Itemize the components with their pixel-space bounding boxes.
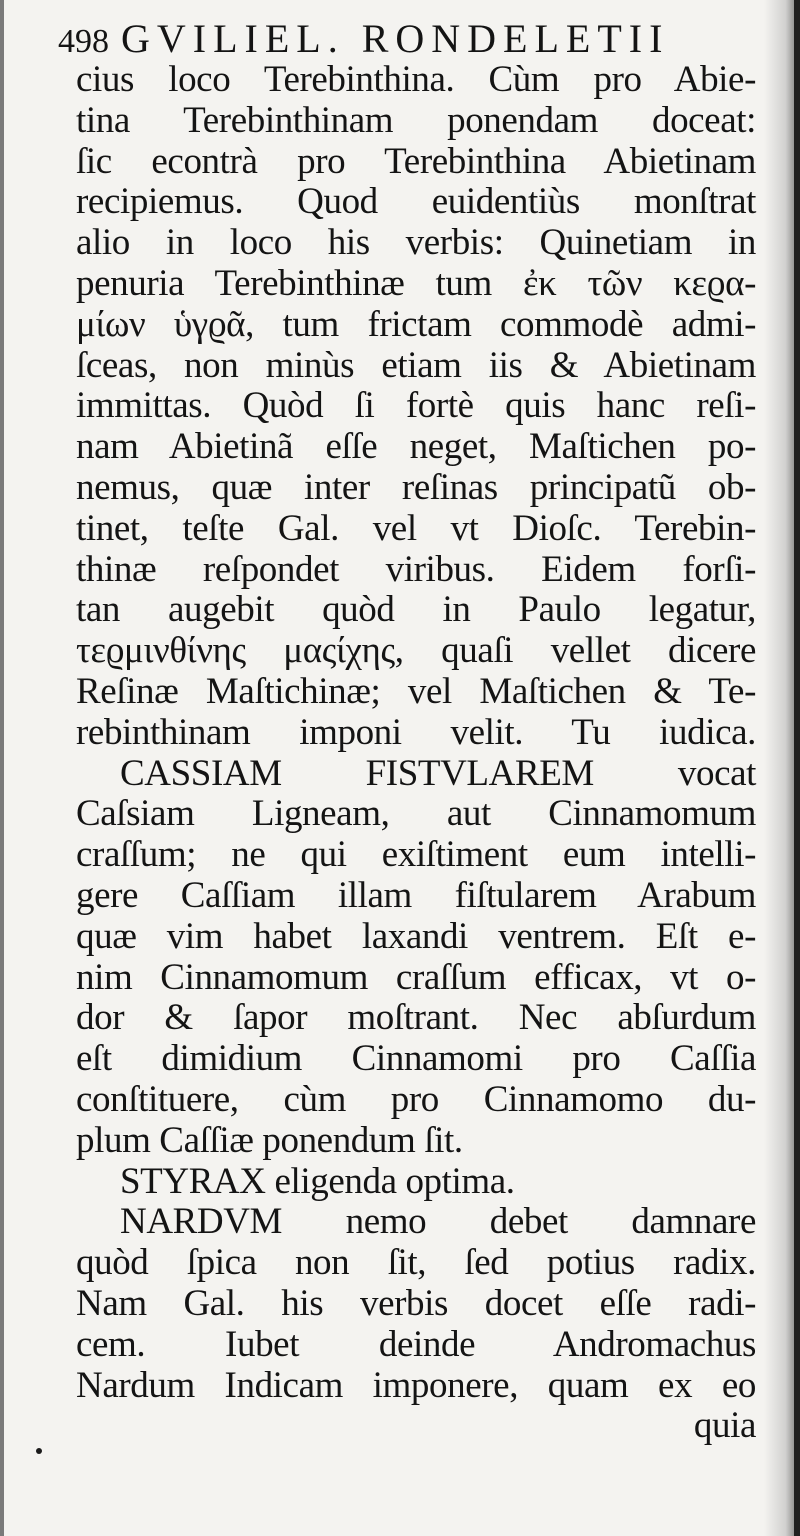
text-line: μίων ὑγϱᾶ, tum frictam commodè admi- bbox=[76, 303, 756, 345]
text-line: Nardum Indicam imponere, quam ex eo bbox=[76, 1364, 756, 1406]
text-line: Caſsiam Ligneam, aut Cinnamomum bbox=[76, 793, 756, 835]
page-left-edge bbox=[0, 0, 4, 1536]
text-line: tinet, teſte Gal. vel vt Dioſc. Terebin- bbox=[76, 507, 756, 549]
text-line: nemus, quæ inter reſinas principatũ ob- bbox=[76, 466, 756, 508]
text-line: penuria Terebinthinæ tum ἐκ τῶν κεϱα- bbox=[76, 262, 756, 304]
text-line: dor & ſapor moſtrant. Nec abſurdum bbox=[76, 997, 756, 1039]
section-heading-line: NARDVM nemo debet damnare bbox=[120, 1201, 756, 1243]
text-line: nim Cinnamomum craſſum efficax, vt o- bbox=[76, 956, 756, 998]
catchword: quia bbox=[693, 1405, 756, 1447]
page-number: 498 bbox=[58, 23, 109, 60]
ink-speck bbox=[36, 1448, 42, 1454]
text-line: plum Caſſiæ ponendum ſit. bbox=[76, 1119, 463, 1161]
text-line: quòd ſpica non ſit, ſed potius radix. bbox=[76, 1242, 756, 1284]
running-head-title: GVILIEL. RONDELETII bbox=[121, 16, 670, 61]
text-line: Nam Gal. his verbis docet eſſe radi- bbox=[76, 1282, 756, 1324]
text-line: recipiemus. Quod euidentiùs monſtrat bbox=[76, 181, 756, 223]
text-line: alio in loco his verbis: Quinetiam in bbox=[76, 222, 756, 264]
text-line: thinæ reſpondet viribus. Eidem forſi- bbox=[76, 548, 756, 590]
text-line: τεϱμινθίνης μαςίχης, quaſi vellet dicere bbox=[76, 630, 756, 672]
section-heading-line: CASSIAM FISTVLAREM vocat bbox=[120, 752, 756, 794]
text-line: conſtituere, cùm pro Cinnamomo du- bbox=[76, 1078, 756, 1120]
running-header bbox=[58, 14, 758, 64]
text-line: eſt dimidium Cinnamomi pro Caſſia bbox=[76, 1038, 756, 1080]
text-line: gere Caſſiam illam fiſtularem Arabum bbox=[76, 874, 756, 916]
page-right-edge bbox=[794, 0, 800, 1536]
text-line: quæ vim habet laxandi ventrem. Eſt e- bbox=[76, 915, 756, 957]
text-line: rebinthinam imponi velit. Tu iudica. bbox=[76, 711, 756, 753]
section-heading-line: STYRAX eligenda optima. bbox=[120, 1160, 515, 1202]
text-line: nam Abietinã eſſe neget, Maſtichen po- bbox=[76, 426, 756, 468]
text-line: Reſinæ Maſtichinæ; vel Maſtichen & Te- bbox=[76, 670, 756, 712]
text-line: cem. Iubet deinde Andromachus bbox=[76, 1323, 756, 1365]
body-text bbox=[76, 60, 756, 1447]
text-line: ſceas, non minùs etiam iis & Abietinam bbox=[76, 344, 756, 386]
text-line: immittas. Quòd ſi fortè quis hanc reſi- bbox=[76, 385, 756, 427]
text-line: ſic econtrà pro Terebinthina Abietinam bbox=[76, 140, 756, 182]
text-line: craſſum; ne qui exiſtiment eum intelli- bbox=[76, 834, 756, 876]
text-line: cius loco Terebinthina. Cùm pro Abie- bbox=[76, 59, 756, 100]
text-line: tina Terebinthinam ponendam doceat: bbox=[76, 99, 756, 141]
text-line: tan augebit quòd in Paulo legatur, bbox=[76, 589, 756, 631]
